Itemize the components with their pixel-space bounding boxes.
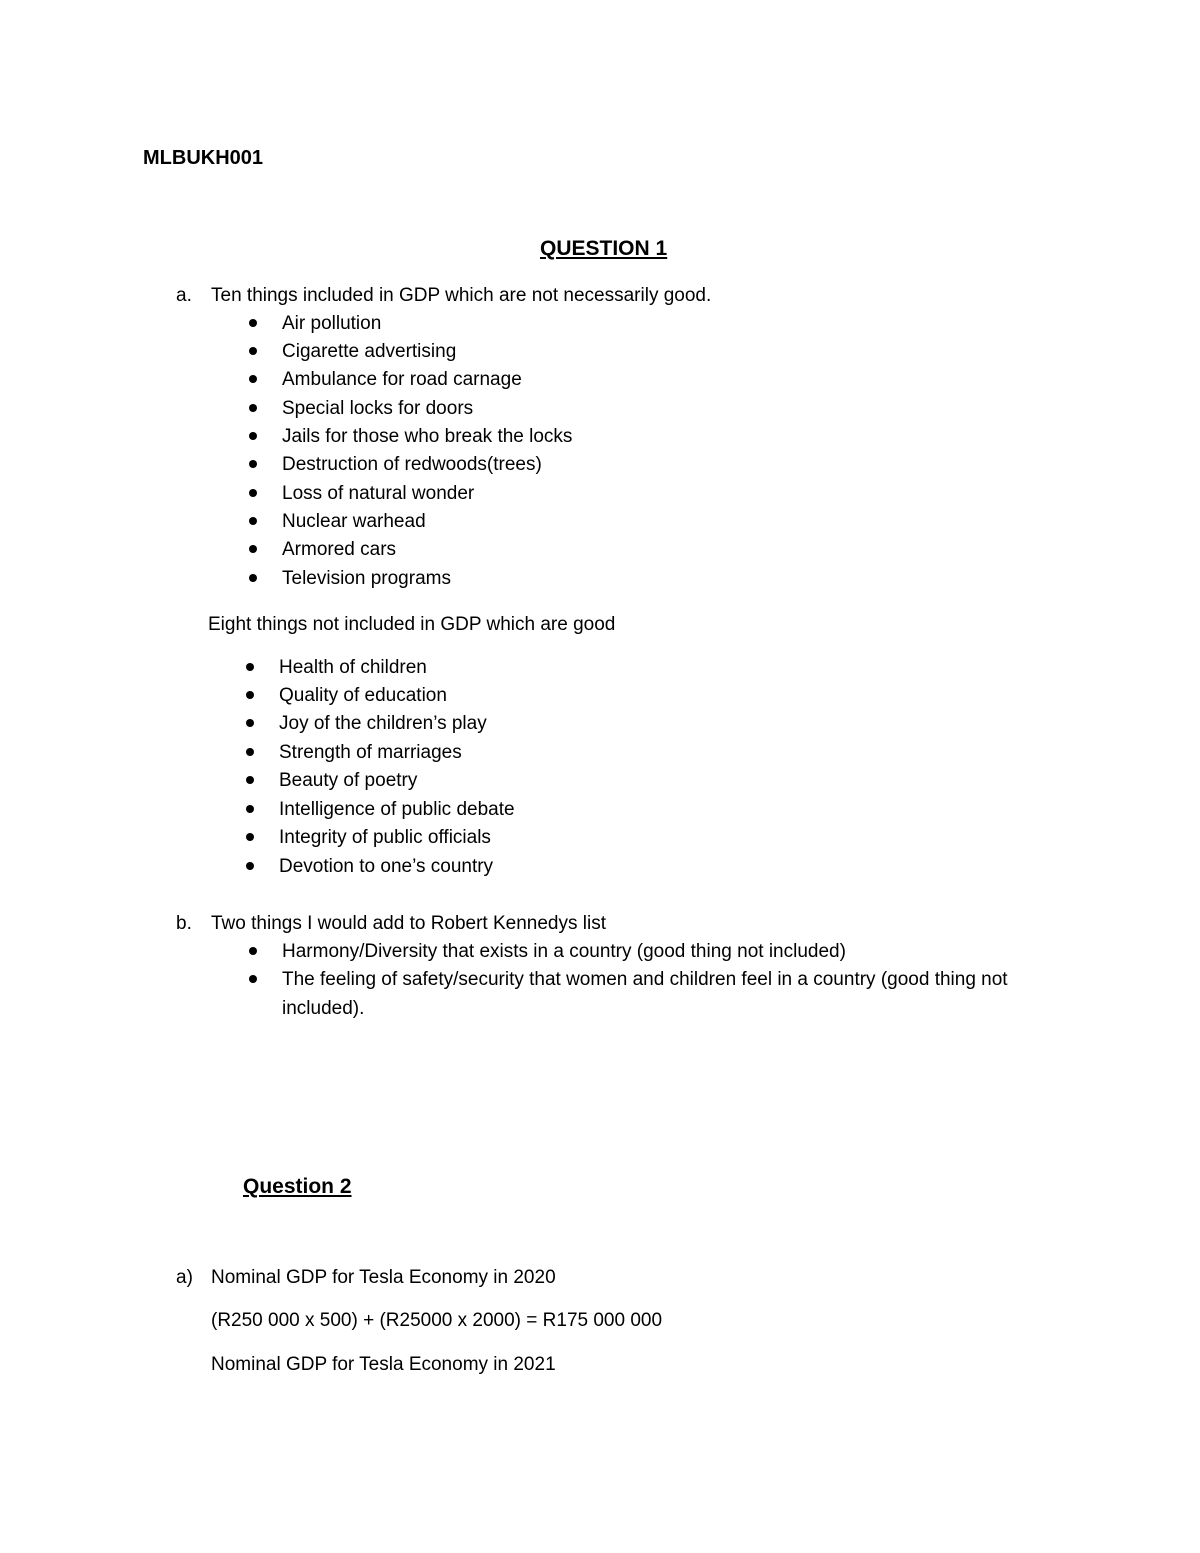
bullet-icon	[249, 432, 257, 440]
list-item: Air pollution	[282, 313, 382, 334]
bullet-icon	[249, 375, 257, 383]
bullet-icon	[249, 545, 257, 553]
bullet-icon	[249, 517, 257, 525]
list-item: Destruction of redwoods(trees)	[282, 454, 542, 475]
q2-line-2: (R250 000 x 500) + (R25000 x 2000) = R175 000 000	[211, 1310, 663, 1331]
q2-item-a-marker: a)	[176, 1267, 193, 1288]
list-item: Special locks for doors	[282, 398, 474, 419]
bullet-icon	[249, 404, 257, 412]
q2-line-1: Nominal GDP for Tesla Economy in 2020	[211, 1267, 556, 1288]
list-item: Intelligence of public debate	[279, 799, 515, 820]
bullet-icon	[249, 489, 257, 497]
bullet-icon	[246, 805, 254, 813]
bullet-icon	[246, 719, 254, 727]
bullet-icon	[249, 319, 257, 327]
list-item: Armored cars	[282, 539, 397, 560]
item-b-text: Two things I would add to Robert Kennedys list	[211, 913, 607, 934]
bullet-icon	[249, 460, 257, 468]
bullet-icon	[246, 776, 254, 784]
student-id: MLBUKH001	[143, 147, 264, 169]
item-a-marker: a.	[176, 285, 192, 306]
bullet-icon	[246, 663, 254, 671]
list-item-continuation: included).	[282, 998, 365, 1019]
list-item: Beauty of poetry	[279, 770, 418, 791]
list-item: Health of children	[279, 657, 427, 678]
list-item: Devotion to one’s country	[279, 856, 494, 877]
list-item: Television programs	[282, 568, 451, 589]
list-item: Nuclear warhead	[282, 511, 426, 532]
list-item: Integrity of public officials	[279, 827, 491, 848]
bullet-icon	[249, 574, 257, 582]
q2-line-3: Nominal GDP for Tesla Economy in 2021	[211, 1354, 556, 1375]
list-item: The feeling of safety/security that women and children feel in a country (good thing not	[282, 969, 1008, 990]
list-item: Strength of marriages	[279, 742, 462, 763]
list-item: Harmony/Diversity that exists in a country (good thing not included)	[282, 941, 846, 962]
list-item: Jails for those who break the locks	[282, 426, 573, 447]
question-2-heading: Question 2	[243, 1175, 352, 1198]
item-b-marker: b.	[176, 913, 192, 934]
list-item: Loss of natural wonder	[282, 483, 475, 504]
bullet-icon	[249, 947, 257, 955]
bullet-icon	[246, 862, 254, 870]
list-item: Cigarette advertising	[282, 341, 457, 362]
bullet-icon	[246, 748, 254, 756]
bullet-icon	[246, 833, 254, 841]
list-item: Ambulance for road carnage	[282, 369, 522, 390]
bullet-icon	[249, 347, 257, 355]
question-1-heading: QUESTION 1	[540, 237, 668, 260]
bullet-icon	[246, 691, 254, 699]
list-item: Quality of education	[279, 685, 447, 706]
item-a-text: Ten things included in GDP which are not necessarily good.	[211, 285, 712, 306]
bullet-icon	[249, 975, 257, 983]
subheading-good-not-in-gdp: Eight things not included in GDP which are good	[208, 614, 616, 635]
list-item: Joy of the children’s play	[279, 713, 487, 734]
